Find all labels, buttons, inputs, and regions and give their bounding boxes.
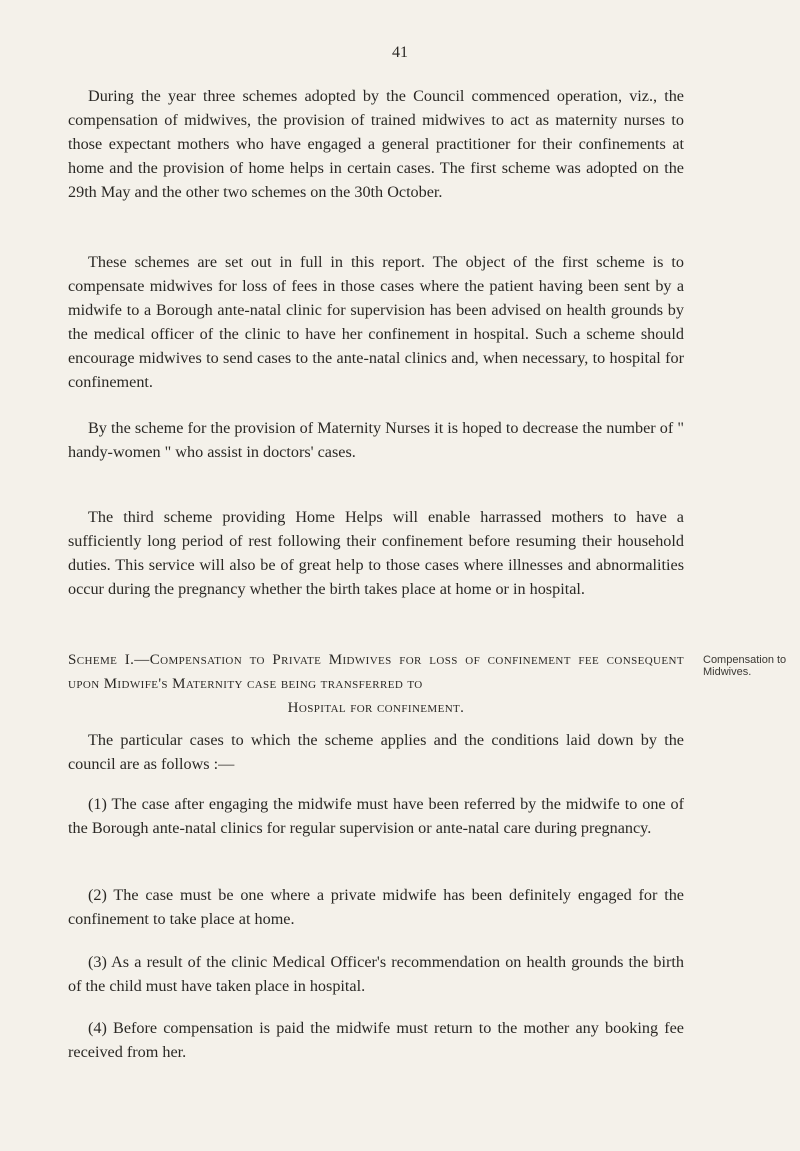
scheme-heading: [68, 648, 684, 720]
condition-item-4: (4) Before compensation is paid the midwife must return to the mother any booking fee received from her.: [68, 1019, 684, 1061]
page-number: 41: [392, 44, 408, 61]
conditions-intro: The particular cases to which the scheme applies and the conditions laid down by the council are as follows :—: [68, 731, 684, 773]
scheme-heading-last-line: Hospital for confinement.: [287, 700, 465, 716]
scheme-heading-main: Scheme I.—Compensation to Private Midwives for loss of confinement fee consequent upon Midwife's Maternity case being transferred to: [68, 652, 684, 692]
paragraph-maternity-nurses: By the scheme for the provision of Maternity Nurses it is hoped to decrease the number of " handy-women " who assist in doctors' cases.: [68, 419, 684, 461]
paragraph-home-helps: The third scheme providing Home Helps will enable harrassed mothers to have a sufficiently long period of rest following their confinement before resuming their household duties. This service will also be of great help to those cases where illnesses and abnormalities occur during the pregnancy whether the birth takes place at home or in hospital.: [68, 508, 684, 598]
condition-item-2: (2) The case must be one where a private midwife has been definitely engaged for the confinement to take place at home.: [68, 886, 684, 928]
paragraph-schemes-overview: During the year three schemes adopted by the Council commenced operation, viz., the compensation of midwives, the provision of trained midwives to act as maternity nurses to those expectant mothers who have engaged a general practitioner for their confinements at home and the provision of home helps in certain cases. The first scheme was adopted on the 29th May and the other two schemes on the 30th October.: [68, 87, 684, 201]
paragraph-first-scheme-object: These schemes are set out in full in this report. The object of the first scheme is to compensate midwives for loss of fees in those cases where the patient having been sent by a midwife to a Borough ante-natal clinic for supervision has been advised on health grounds by the medical officer of the clinic to have her confinement in hospital. Such a scheme should encourage midwives to send cases to the ante-natal clinics and, when necessary, to hospital for confinement.: [68, 253, 684, 391]
margin-note: Compensation to Midwives.: [703, 654, 787, 678]
condition-item-1: (1) The case after engaging the midwife must have been referred by the midwife to one of the Borough ante-natal clinics for regular supervision or ante-natal care during pregnancy.: [68, 795, 684, 837]
condition-item-3: (3) As a result of the clinic Medical Officer's recommendation on health grounds the birth of the child must have taken place in hospital.: [68, 953, 684, 995]
